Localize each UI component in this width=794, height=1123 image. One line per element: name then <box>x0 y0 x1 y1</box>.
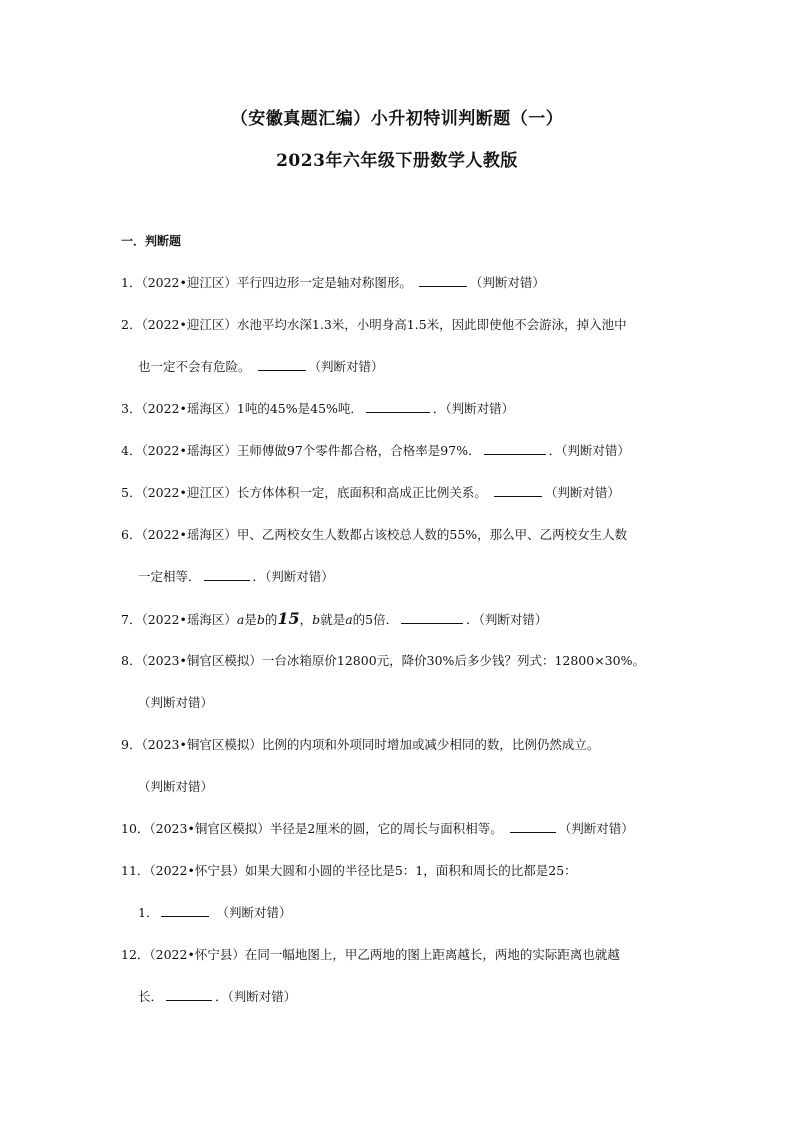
answer-blank[interactable] <box>161 904 209 917</box>
question-2: 2．（2022•迎江区）水池平均水深1.3米，小明身高1.5米，因此即使他不会游泳，掉入池中 <box>121 317 627 332</box>
document-title: （安徽真题汇编）小升初特训判断题（一） <box>230 109 564 129</box>
question-12: 12．（2022•怀宁县）在同一幅地图上，甲乙两地的图上距离越长，两地的实际距离也就越 <box>121 947 620 962</box>
question-8: 8．（2023•铜官区模拟）一台冰箱原价12800元，降价30%后多少钱？列式：12800×30%。 <box>121 653 645 668</box>
question-2-continued: 也一定不会有危险。 （判断对错） <box>138 359 384 374</box>
answer-blank[interactable] <box>401 611 463 624</box>
answer-blank[interactable] <box>258 358 306 371</box>
answer-blank[interactable] <box>510 820 556 833</box>
answer-blank[interactable] <box>166 988 212 1001</box>
question-10: 10．（2023•铜官区模拟）半径是2厘米的圆，它的周长与面积相等。 （判断对错） <box>121 821 634 836</box>
answer-blank[interactable] <box>419 274 467 287</box>
question-9-continued: （判断对错） <box>138 779 214 794</box>
question-7: 7．（2022•瑶海区）a是b的15，b就是a的5倍． ．（判断对错） <box>121 609 548 628</box>
question-9: 9．（2023•铜官区模拟）比例的内项和外项同时增加或减少相同的数，比例仍然成立。 <box>121 737 600 752</box>
answer-blank[interactable] <box>204 568 250 581</box>
fraction-value: 15 <box>277 609 300 628</box>
question-6-continued: 一定相等． ．（判断对错） <box>138 569 334 584</box>
answer-blank[interactable] <box>484 442 546 455</box>
question-12-continued: 长． ．（判断对错） <box>138 989 297 1004</box>
question-1: 1．（2022•迎江区）平行四边形一定是轴对称图形。 （判断对错） <box>121 275 545 290</box>
question-6: 6．（2022•瑶海区）甲、乙两校女生人数都占该校总人数的55%，那么甲、乙两校女生人数 <box>121 527 628 542</box>
question-8-continued: （判断对错） <box>138 695 214 710</box>
question-11-continued: 1． （判断对错） <box>138 905 292 920</box>
document-subtitle: 2023年六年级下册数学人教版 <box>276 151 518 171</box>
question-4: 4．（2022•瑶海区）王师傅做97个零件都合格，合格率是97%． ．（判断对错） <box>121 443 630 458</box>
question-5: 5．（2022•迎江区）长方体体积一定，底面积和高成正比例关系。 （判断对错） <box>121 485 620 500</box>
section-heading: 一．判断题 <box>121 234 182 248</box>
question-11: 11．（2022•怀宁县）如果大圆和小圆的半径比是5：1，面积和周长的比都是25： <box>121 863 577 878</box>
answer-blank[interactable] <box>366 400 430 413</box>
question-3: 3．（2022•瑶海区）1吨的45%是45%吨． ．（判断对错） <box>121 401 515 416</box>
answer-blank[interactable] <box>494 484 542 497</box>
